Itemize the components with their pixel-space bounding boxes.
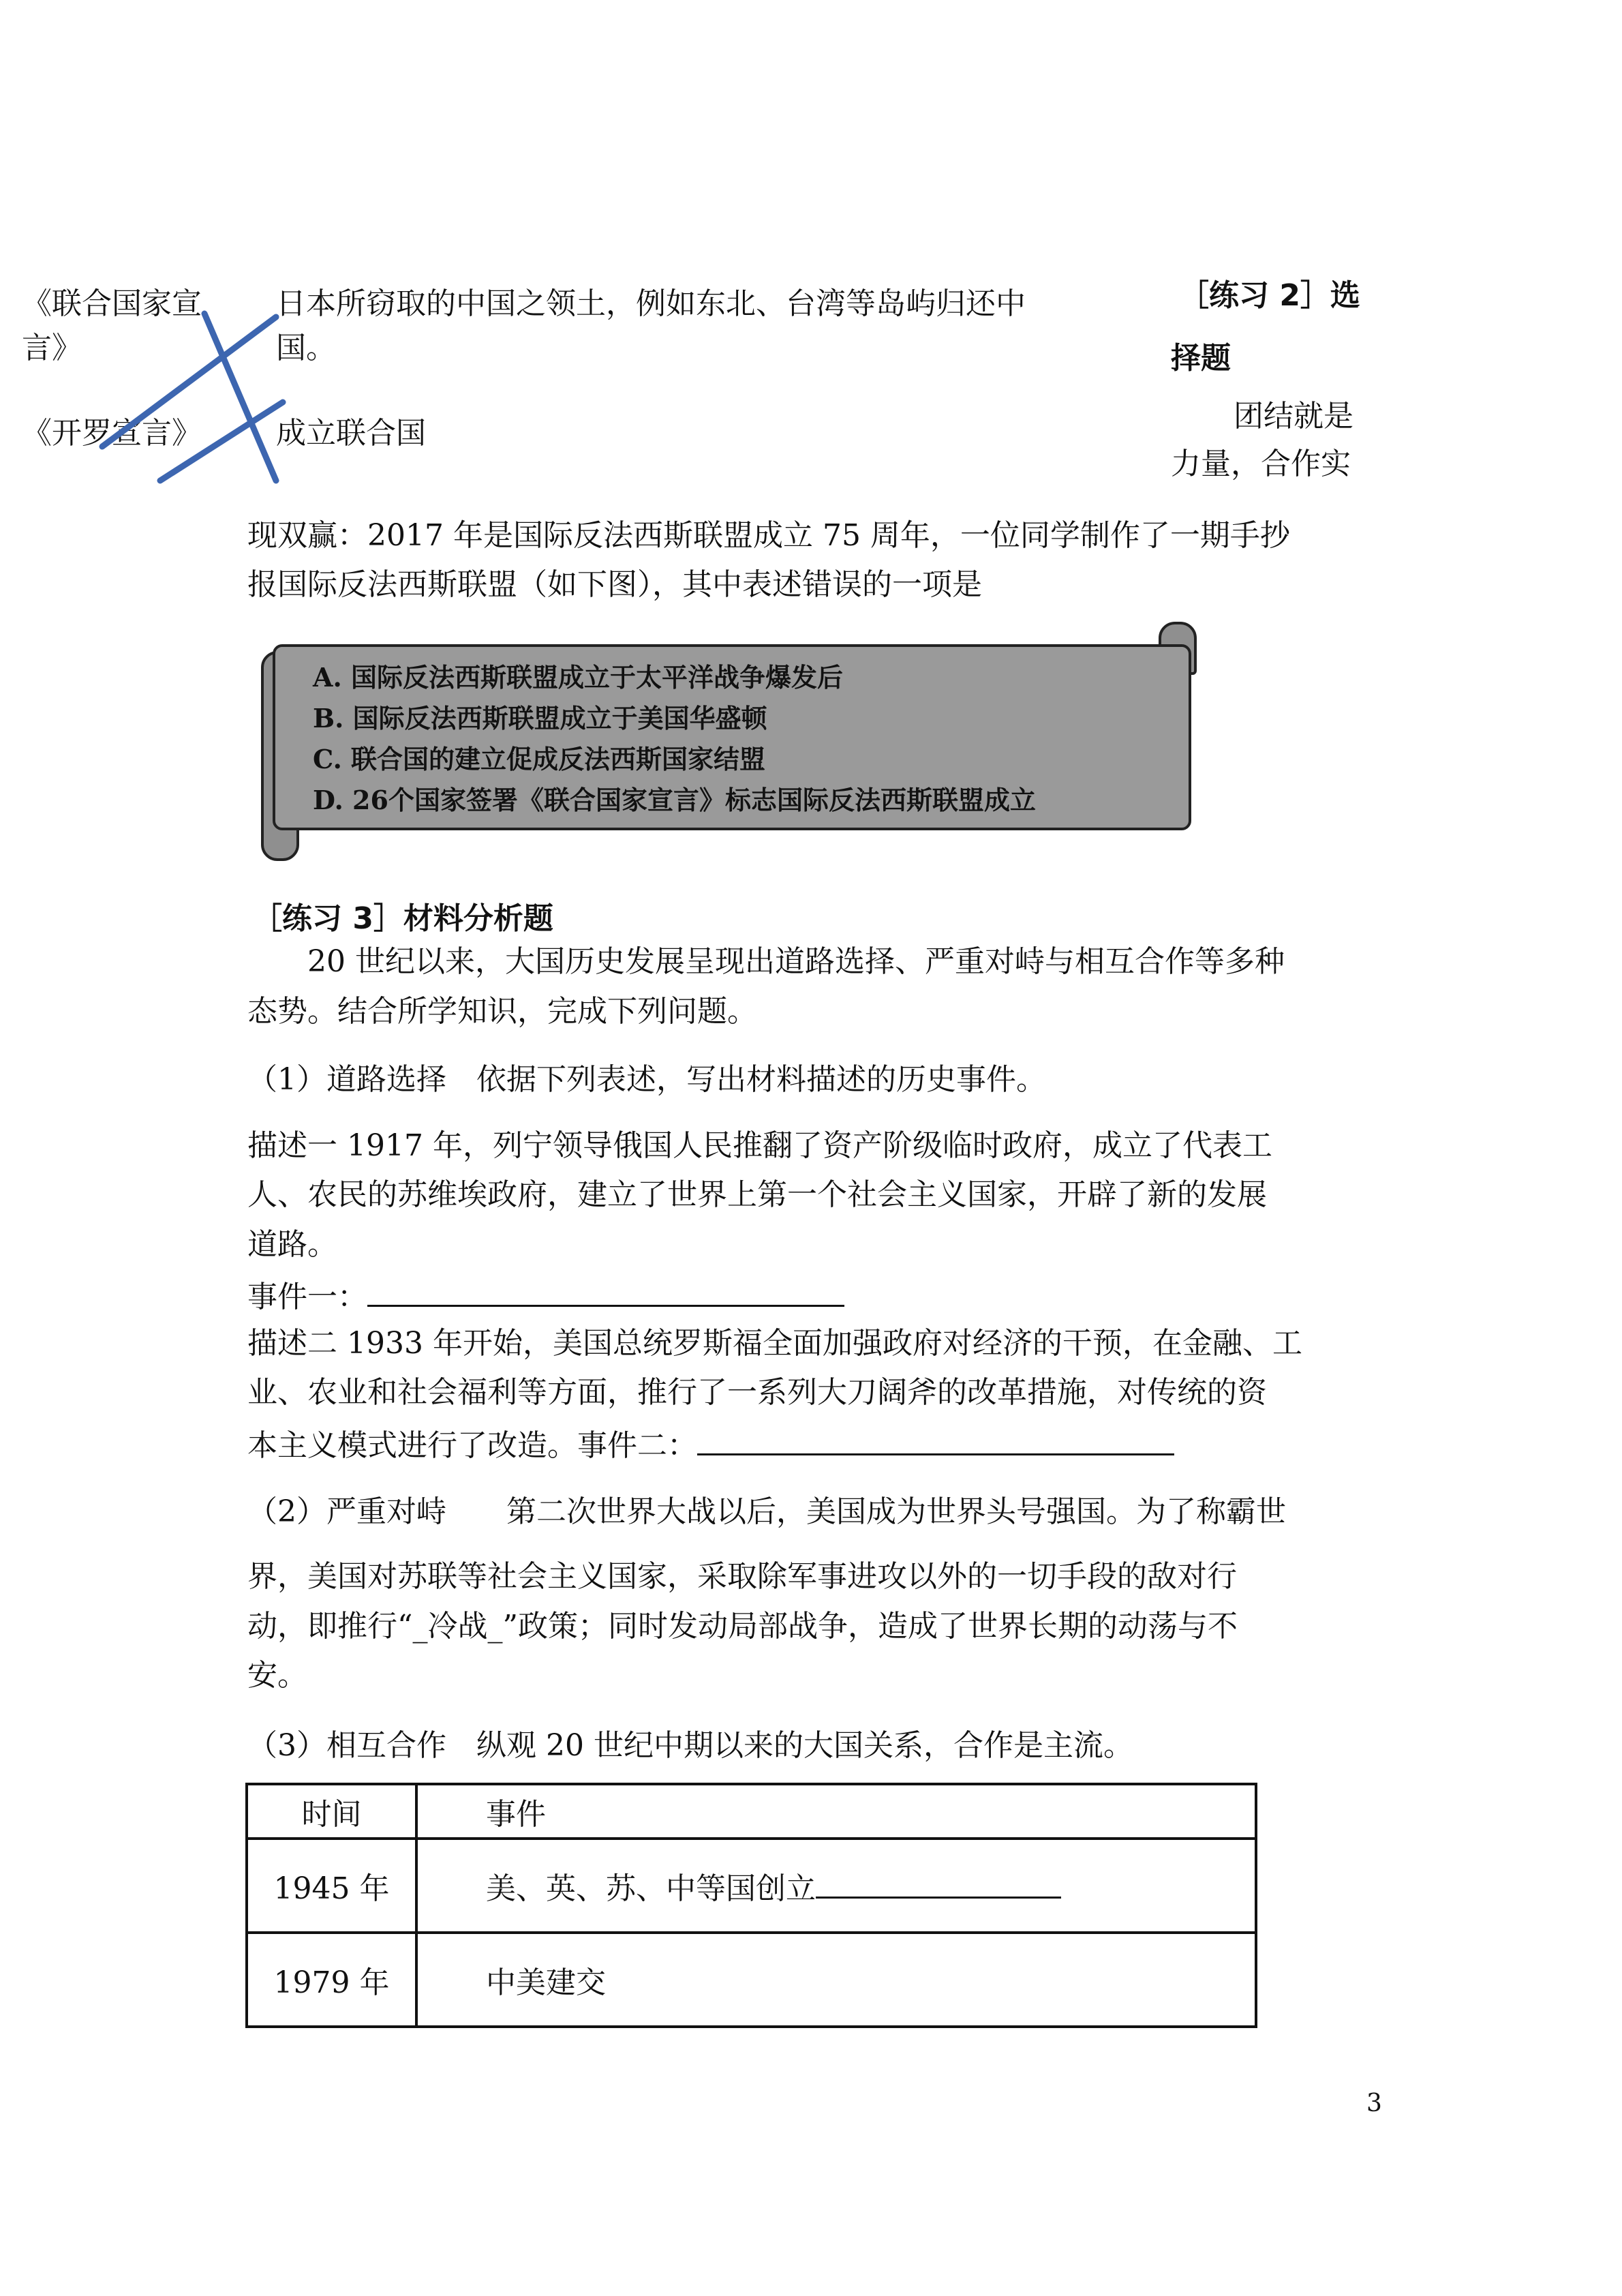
matching-lines (0, 0, 1622, 545)
match-right-2: 成立联合国 (276, 416, 426, 451)
match-left-2: 《开罗宣言》 (22, 416, 202, 451)
question-2-line-3: 动，即推行“_冷战_”政策；同时发动局部战争，造成了世界长期的动荡与不 (247, 1609, 1238, 1644)
description-1-line-2: 人、农民的苏维埃政府，建立了世界上第一个社会主义国家，开辟了新的发展 (247, 1177, 1267, 1212)
table-cell-time: 1945 年 (247, 1839, 416, 1933)
events-table (245, 1783, 1257, 2028)
table-cell-event: 中美建交 (416, 1933, 1256, 2027)
event-2-answer-blank[interactable] (697, 1418, 1174, 1455)
table-row (247, 1933, 1256, 2027)
event-1-answer-blank[interactable] (367, 1269, 844, 1307)
option-c: C. 联合国的建立促成反法西斯国家结盟 (313, 744, 766, 774)
table-cell-time: 1979 年 (247, 1933, 416, 2027)
exercise2-heading-cont: 择题 (1171, 341, 1231, 376)
question-2-line-1: （2）严重对峙 第二次世界大战以后，美国成为世界头号强国。为了称霸世 (247, 1494, 1286, 1529)
exercise3-heading: ［练习 3］材料分析题 (252, 901, 553, 936)
exercise3-intro-2: 态势。结合所学知识，完成下列问题。 (247, 994, 757, 1029)
description-1-line-3: 道路。 (247, 1227, 337, 1262)
scroll-banner (273, 644, 1191, 830)
question-2-line-2: 界，美国对苏联等社会主义国家，采取除军事进攻以外的一切手段的敌对行 (247, 1559, 1237, 1594)
option-d: D. 26个国家签署《联合国家宣言》标志国际反法西斯联盟成立 (313, 785, 1036, 815)
exercise3-intro-1: 20 世纪以来，大国历史发展呈现出道路选择、严重对峙与相互合作等多种 (247, 944, 1285, 979)
table-header-time: 时间 (247, 1784, 416, 1839)
table-header-event: 事件 (416, 1784, 1256, 1839)
question-2-line-4: 安。 (247, 1658, 307, 1693)
description-2-line-3-row (247, 1418, 1174, 1470)
table-cell-event-text: 美、英、苏、中等国创立 (486, 1871, 816, 1906)
description-1-line-1: 描述一 1917 年，列宁领导俄国人民推翻了资产阶级临时政府，成立了代表工 (247, 1128, 1272, 1163)
match-line-3 (160, 402, 283, 481)
exercise2-heading: ［练习 2］选 (1179, 278, 1360, 313)
option-b: B. 国际反法西斯联盟成立于美国华盛顿 (313, 703, 767, 734)
exercise2-side-2: 力量，合作实 (1171, 447, 1351, 481)
question-3: （3）相互合作 纵观 20 世纪中期以来的大国关系，合作是主流。 (247, 1728, 1133, 1763)
table-answer-blank[interactable] (816, 1869, 1061, 1899)
match-line-2 (204, 314, 276, 481)
table-cell-event (416, 1839, 1256, 1933)
question-1: （1）道路选择 依据下列表述，写出材料描述的历史事件。 (247, 1062, 1046, 1097)
exercise2-side-1: 团结就是 (1234, 399, 1353, 434)
table-row (247, 1839, 1256, 1933)
exercise2-stem-1: 现双赢：2017 年是国际反法西斯联盟成立 75 周年，一位同学制作了一期手抄 (247, 518, 1290, 553)
match-left-1-cont: 言》 (22, 331, 82, 365)
event-1-label: 事件一： (247, 1280, 367, 1314)
match-right-1-cont: 国。 (276, 331, 336, 365)
description-2-line-2: 业、农业和社会福利等方面，推行了一系列大刀阔斧的改革措施，对传统的资 (247, 1375, 1267, 1410)
exercise2-stem-2: 报国际反法西斯联盟（如下图），其中表述错误的一项是 (247, 567, 982, 602)
description-2-line-1: 描述二 1933 年开始，美国总统罗斯福全面加强政府对经济的干预，在金融、工 (247, 1326, 1302, 1361)
event-1-row (247, 1269, 844, 1322)
description-2-line-3: 本主义模式进行了改造。事件二： (247, 1428, 697, 1463)
match-left-1: 《联合国家宣 (22, 286, 202, 321)
table-header-row (247, 1784, 1256, 1839)
match-right-1: 日本所窃取的中国之领土，例如东北、台湾等岛屿归还中 (276, 286, 1026, 321)
page-number: 3 (1366, 2089, 1382, 2117)
option-a: A. 国际反法西斯联盟成立于太平洋战争爆发后 (313, 662, 843, 693)
